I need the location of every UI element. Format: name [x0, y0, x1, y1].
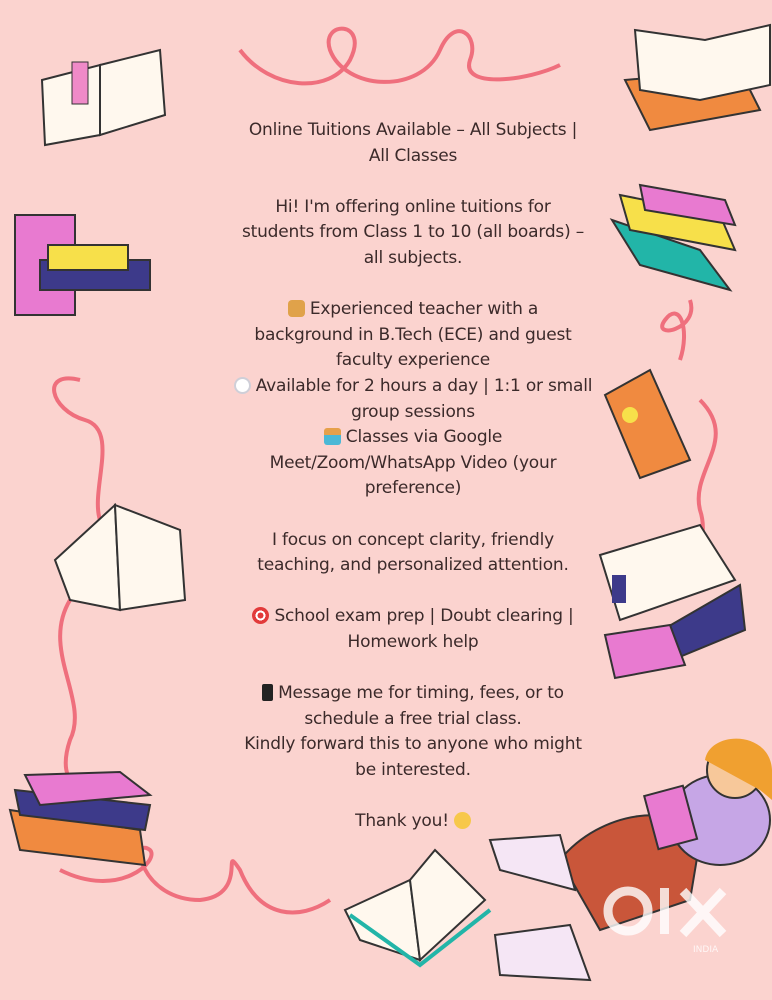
flyer-line	[200, 451, 626, 477]
flyer-line	[200, 707, 626, 733]
flyer-line-text: School exam prep | Doubt clearing |	[274, 606, 574, 627]
flyer-line	[200, 758, 626, 784]
flyer-line-text: teaching, and personalized attention.	[257, 555, 569, 576]
flyer-line	[200, 374, 626, 400]
flyer-line	[200, 118, 626, 144]
flyer-line-text: Message me for timing, fees, or to	[278, 683, 564, 704]
flyer-line	[200, 425, 626, 451]
flyer-line	[200, 400, 626, 426]
flyer-line-text: background in B.Tech (ECE) and guest	[254, 324, 572, 345]
flyer-line	[200, 195, 626, 221]
flyer-line-text: Homework help	[347, 631, 479, 652]
blank-line	[200, 272, 626, 298]
flyer-line	[200, 630, 626, 656]
flyer-line-text: schedule a free trial class.	[304, 708, 522, 729]
teacher-icon	[288, 300, 305, 317]
book-stack-right-icon	[612, 185, 735, 290]
blank-line	[200, 655, 626, 681]
book-open-bottom-icon	[345, 850, 490, 965]
blank-line	[200, 579, 626, 605]
blank-line	[200, 783, 626, 809]
flyer-line-text: all subjects.	[363, 247, 463, 268]
flyer-line	[200, 323, 626, 349]
flyer-line-text: faculty experience	[336, 350, 490, 371]
flyer-line	[200, 348, 626, 374]
laptop-icon	[324, 428, 341, 445]
flyer-line	[200, 681, 626, 707]
book-stack-top-right-icon	[625, 25, 770, 130]
flyer-line-text: Meet/Zoom/WhatsApp Video (your	[269, 452, 557, 473]
flyer-line	[200, 528, 626, 554]
flyer-line-text: Kindly forward this to anyone who might	[244, 734, 582, 755]
flyer-line-text: Online Tuitions Available – All Subjects |	[248, 120, 578, 140]
flyer-line-text: Hi! I'm offering online tuitions for	[275, 196, 551, 217]
flyer-line	[200, 732, 626, 758]
book-stack-bottom-left-icon	[10, 772, 150, 865]
flyer-line-text: group sessions	[351, 401, 475, 422]
olx-sub-label: INDIA	[693, 945, 719, 955]
flyer-line	[200, 144, 626, 170]
flyer-line-text: Available for 2 hours a day | 1:1 or small	[255, 375, 593, 396]
blank-line	[200, 169, 626, 195]
swirl-top	[240, 29, 560, 84]
book-open-top-left-icon	[42, 50, 165, 145]
smile-icon	[454, 812, 471, 829]
flyer-line	[200, 553, 626, 579]
clock-icon	[234, 377, 251, 394]
flyer-line	[200, 220, 626, 246]
flyer-line-text: students from Class 1 to 10 (all boards) –	[241, 222, 585, 243]
flyer-line	[200, 604, 626, 630]
flyer-line-text: Thank you!	[355, 811, 449, 832]
flyer-line	[200, 476, 626, 502]
blank-line	[200, 502, 626, 528]
flyer-line-text: Classes via Google	[345, 427, 503, 448]
flyer-line-text: Experienced teacher with a	[309, 299, 539, 320]
flyer-text	[200, 118, 626, 835]
book-stack-left-icon	[15, 215, 150, 315]
flyer-line-text: All Classes	[368, 145, 458, 166]
flyer-line-text: preference)	[364, 478, 462, 499]
phone-icon	[262, 684, 273, 701]
book-open-left-icon	[55, 505, 185, 610]
flyer-line	[200, 297, 626, 323]
flyer-line	[200, 809, 626, 835]
flyer-line-text: I focus on concept clarity, friendly	[272, 529, 554, 550]
flyer-line	[200, 246, 626, 272]
target-icon	[252, 607, 269, 624]
olx-watermark-logo	[598, 876, 748, 956]
flyer-line-text: be interested.	[355, 759, 471, 780]
